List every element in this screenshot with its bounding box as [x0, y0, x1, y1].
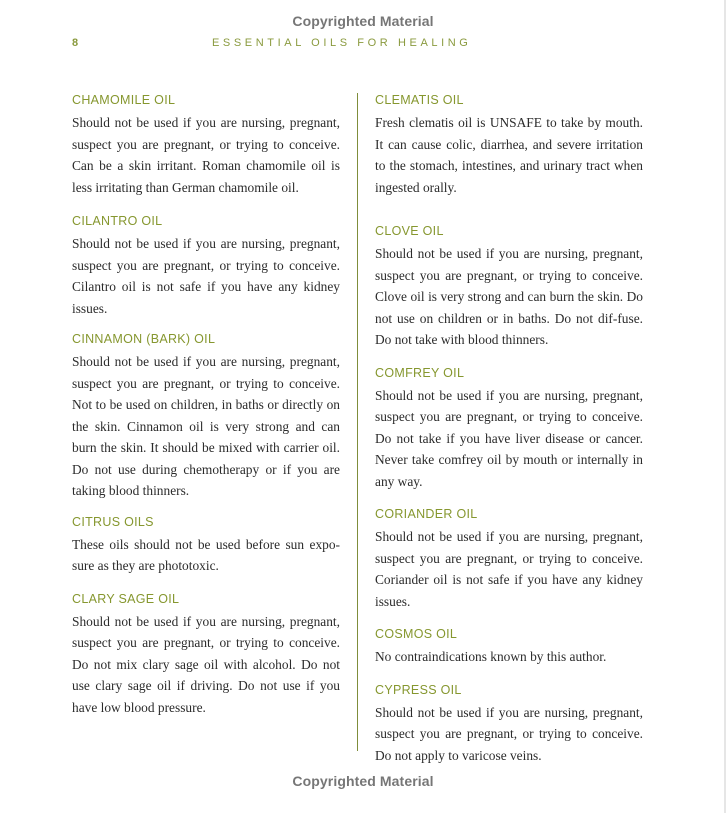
entry-heading: COSMOS OIL	[375, 627, 458, 641]
entry-heading: CYPRESS OIL	[375, 682, 462, 697]
entry-clematis-oil	[375, 92, 643, 198]
entry-text: Should not be used if you are nursing, pregnant, suspect you are pregnant, or trying to conceive. Do not take if you have liver disease or cancer. Never take comfrey oil by mouth or internally in any way.	[375, 387, 643, 489]
watermark-top: Copyrighted Material	[292, 13, 434, 29]
entry-text: Should not be used if you are nursing, pregnant, suspect you are pregnant, or trying to conceive. Clove oil is very strong and can burn the skin. Do not use on children or in baths. Do not dif-fuse. Do not take with blood thinners.	[375, 246, 643, 347]
entry-text: Should not be used if you are nursing, pregnant, suspect you are pregnant, or trying to conceive. Do not apply to varicose veins.	[375, 704, 643, 763]
entry-comfrey-oil	[375, 365, 643, 493]
entry-heading: CHAMOMILE OIL	[72, 93, 176, 107]
entry-heading: CILANTRO OIL	[72, 214, 163, 228]
running-head	[0, 37, 726, 51]
left-column	[72, 92, 340, 718]
entry-heading: CLOVE OIL	[375, 224, 444, 238]
entry-heading: CINNAMON (BARK) OIL	[72, 332, 216, 346]
entry-text: Should not be used if you are nursing, pregnant, suspect you are pregnant, or trying to conceive. Cilantro oil is not safe if you have any kidney issues.	[72, 236, 340, 316]
entry-cosmos-oil	[375, 626, 643, 668]
entry-heading: CORIANDER OIL	[375, 507, 478, 521]
entry-heading: CLEMATIS OIL	[375, 93, 464, 107]
entry-text: Should not be used if you are nursing, pregnant, suspect you are pregnant, or trying to conceive. Coriander oil is not safe if you have any kidney issues.	[375, 529, 643, 609]
entry-cilantro-oil	[72, 213, 340, 319]
entry-clary-sage-oil	[72, 591, 340, 719]
entry-text: Should not be used if you are nursing, pregnant, suspect you are pregnant, or trying to conceive. Not to be used on children, in baths or directly on the skin. Cinnamon oil is very strong and can burn the skin. It should be mixed with carrier oil. Do not use during chemotherapy or if you are taking blood thinners.	[72, 354, 340, 498]
entry-cypress-oil	[375, 682, 643, 767]
entry-text: These oils should not be used before sun expo-sure as they are phototoxic.	[72, 536, 340, 573]
watermark-bottom: Copyrighted Material	[292, 773, 434, 789]
entry-heading: CITRUS OILS	[72, 514, 154, 529]
column-divider	[357, 93, 358, 751]
entry-text: Should not be used if you are nursing, pregnant, suspect you are pregnant, or trying to conceive. Can be a skin irritant. Roman chamomile oil is less irritating than German chamomile oil.	[72, 115, 340, 195]
entry-text: No contraindications known by this author.	[375, 649, 607, 664]
entry-chamomile-oil	[72, 92, 340, 198]
right-column	[375, 92, 643, 766]
entry-cinnamon-bark-oil	[72, 331, 340, 502]
entry-clove-oil	[375, 223, 643, 351]
running-title: ESSENTIAL OILS FOR HEALING	[212, 37, 472, 49]
entry-heading: CLARY SAGE OIL	[72, 591, 180, 606]
entry-coriander-oil	[375, 506, 643, 612]
entry-text: Should not be used if you are nursing, pregnant, suspect you are pregnant, or trying to conceive. Do not mix clary sage oil with alcohol. Do not use clary sage oil if driving. Do not use if you have low blood pressure.	[72, 613, 340, 715]
entry-citrus-oils	[72, 514, 340, 577]
entry-heading: COMFREY OIL	[375, 365, 465, 380]
entry-text: Fresh clematis oil is UNSAFE to take by mouth. It can cause colic, diarrhea, and severe irritation to the stomach, intestines, and urinary tract when ingested orally.	[375, 115, 643, 195]
page-number: 8	[72, 37, 79, 49]
